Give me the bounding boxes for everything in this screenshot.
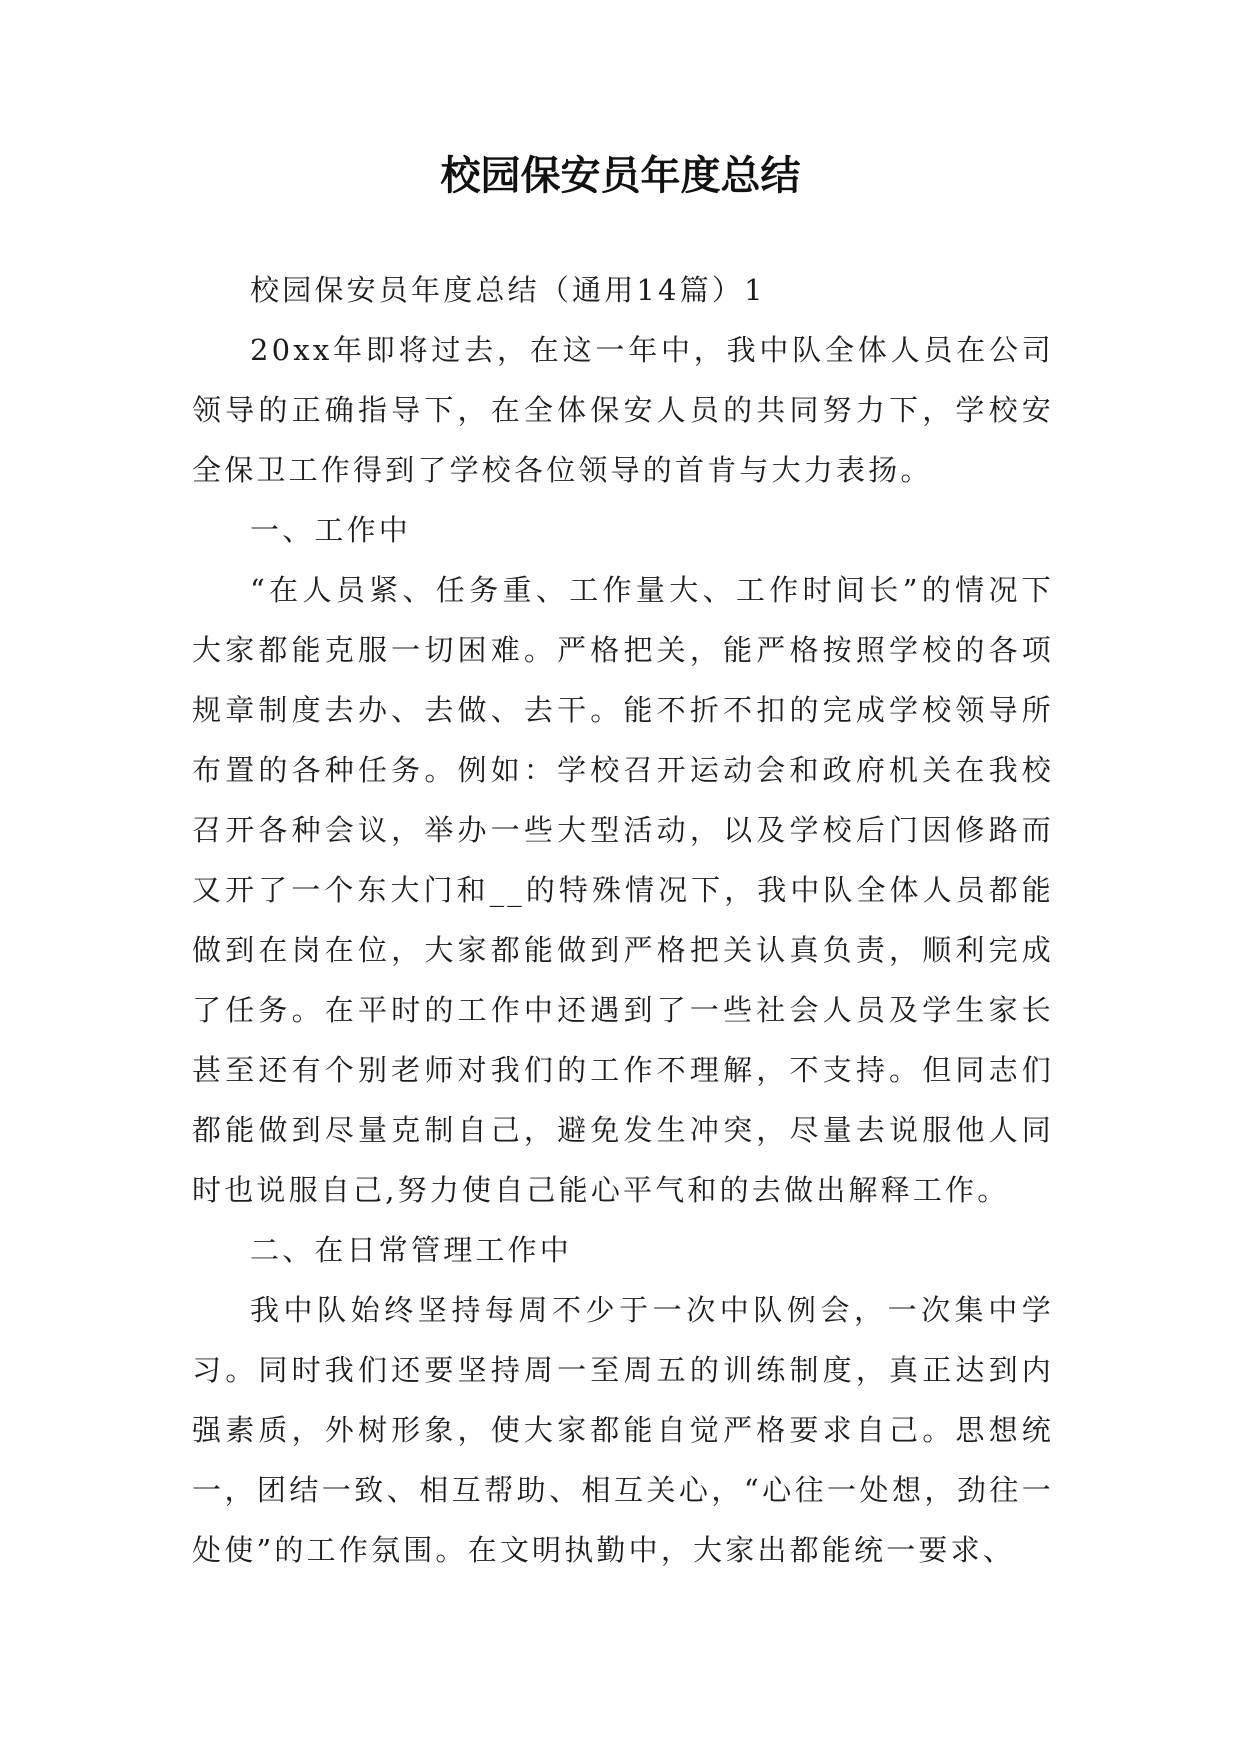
document-title: 校园保安员年度总结 (440, 152, 801, 199)
section-heading-daily-management: 二、在日常管理工作中 (250, 1233, 573, 1267)
document-body (192, 260, 1054, 1580)
subtitle-paragraph: 校园保安员年度总结（通用14篇）1 (250, 273, 766, 307)
work-paragraph: “在人员紧、任务重、工作量大、工作时间长”的情况下大家都能克服一切困难。严格把关，能严格按照学校的各项规章制度去办、去做、去干。能不折不扣的完成学校领导所布置的各种任务。例如：学校召开运动会和政府机关在我校召开各种会议，举办一些大型活动，以及学校后门因修路而又开了一个东大门和__的特殊情况下，我中队全体人员都能做到在岗在位，大家都能做到严格把关认真负责，顺利完成了任务。在平时的工作中还遇到了一些社会人员及学生家长甚至还有个别老师对我们的工作不理解，不支持。但同志们都能做到尽量克制自己，避免发生冲突，尽量去说服他人同时也说服自己,努力使自己能心平气和的去做出解释工作。 (192, 573, 1054, 1207)
section-heading-work: 一、工作中 (250, 513, 412, 547)
daily-management-paragraph: 我中队始终坚持每周不少于一次中队例会，一次集中学习。同时我们还要坚持周一至周五的训练制度，真正达到内强素质，外树形象，使大家都能自觉严格要求自己。思想统一，团结一致、相互帮助、相互关心，“心往一处想，劲往一处使”的工作氛围。在文明执勤中，大家出都能统一要求、 (192, 1293, 1054, 1567)
intro-paragraph: 20xx年即将过去，在这一年中，我中队全体人员在公司领导的正确指导下，在全体保安人员的共同努力下，学校安全保卫工作得到了学校各位领导的首肯与大力表扬。 (192, 333, 1054, 487)
